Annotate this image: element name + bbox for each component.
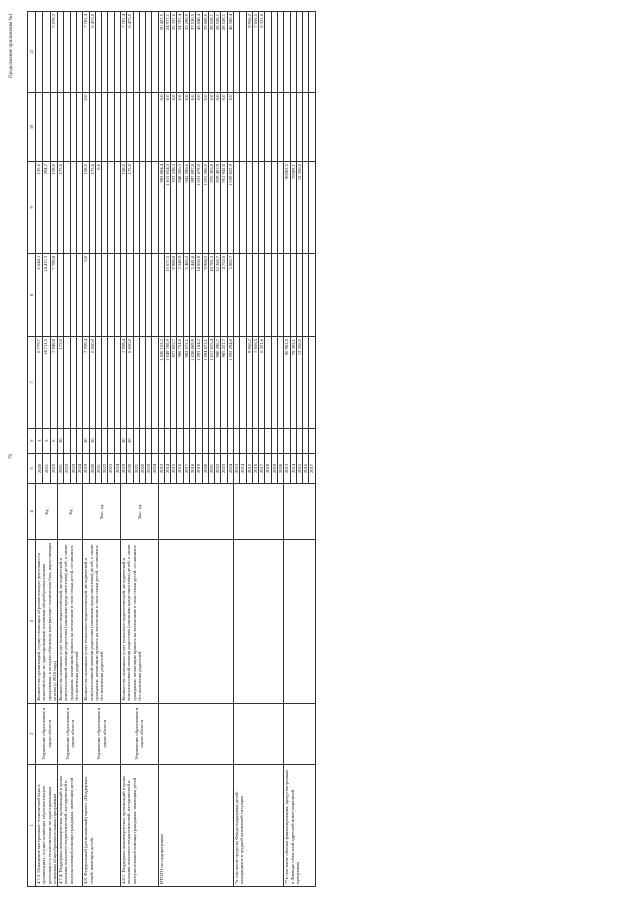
value-cell: 6 321,6 [259, 12, 265, 93]
value-cell: 20 427,5 [158, 12, 164, 93]
value-cell: 20 [83, 428, 89, 453]
value-cell: 970 305,8 [208, 162, 214, 254]
value-cell: 982 072,1 [183, 337, 189, 429]
year-cell: 2019 [83, 453, 89, 484]
value-cell: 9 956,2 [246, 337, 252, 429]
value-cell: 79 393,1 [290, 337, 296, 429]
col-header: 5 [28, 453, 36, 484]
col-header: 1 [28, 764, 36, 886]
value-cell: 7 656,5 [252, 337, 258, 429]
unit-cell [284, 484, 315, 540]
unit-cell: Ед. [36, 484, 58, 540]
year-cell: 2024 [152, 453, 158, 484]
value-cell [309, 162, 315, 254]
row-name-cell: 4.7.3. Оснащение материально-технической базы в организациях, осуществляющих образовательную деятельность исключительно по адаптированным основным общеобразовательным программам [36, 764, 58, 886]
value-cell: 0,0 [208, 92, 214, 161]
page-number: 79 [9, 454, 14, 459]
value-cell: 1 039 822,9 [227, 162, 233, 254]
value-cell: 0,0 [190, 92, 196, 161]
value-cell: 1 011 054,3 [164, 162, 170, 254]
year-cell: 2018 [265, 453, 271, 484]
value-cell: 0,0 [83, 253, 89, 336]
indicator-cell [158, 539, 233, 703]
executor-cell: Управление образования и науки области [36, 703, 58, 764]
year-cell: 2019 [271, 453, 277, 484]
year-cell: 2014 [164, 453, 170, 484]
value-cell: 175,0 [58, 337, 64, 429]
value-cell: 18 781,5 [208, 253, 214, 336]
unit-cell [234, 484, 284, 540]
year-cell: 2021 [95, 453, 101, 484]
indicator-cell [234, 539, 284, 703]
unit-cell: Тыс. ед. [120, 484, 158, 540]
year-cell: 2017 [309, 453, 315, 484]
value-cell: 0,0 [221, 92, 227, 161]
value-cell: 6 321,6 [259, 337, 265, 429]
value-cell: 0,0 [171, 92, 177, 161]
year-cell: 2021 [43, 453, 50, 484]
value-cell: 14 711,5 [43, 337, 50, 429]
year-cell: 2019 [196, 453, 202, 484]
year-cell: 2019 [120, 453, 126, 484]
col-header: 7 [28, 337, 36, 429]
value-cell: 4 752,6 [221, 253, 227, 336]
year-cell: 2018 [190, 453, 196, 484]
value-cell: 6 475,0 [89, 12, 95, 93]
value-cell: 46 588,4 [227, 12, 233, 93]
col-header: 9 [28, 162, 36, 254]
year-cell: 2022 [215, 453, 221, 484]
value-cell: 35 337,6 [171, 12, 177, 93]
value-cell: 980 296,7 [215, 337, 221, 429]
value-cell: 1 017 615,4 [208, 337, 214, 429]
table-body [36, 12, 316, 887]
value-cell: 1 049 708,9 [164, 337, 170, 429]
year-cell: 2020 [89, 453, 95, 484]
col-header: 4 [28, 484, 36, 540]
year-cell: 2020 [202, 453, 208, 484]
value-cell: 1 031 679,0 [196, 162, 202, 254]
value-cell: 9 956,2 [246, 12, 252, 93]
value-cell [43, 12, 50, 93]
value-cell: 7 939,4 [120, 337, 126, 429]
value-cell: 0,0 [227, 92, 233, 161]
col-header: 2 [28, 703, 36, 764]
value-cell: 6 650,0 [127, 337, 133, 429]
executor-cell [284, 703, 315, 764]
value-cell: 7 781,4 [83, 12, 89, 93]
value-cell: 977 855,7 [171, 337, 177, 429]
value-cell: 294,2 [43, 162, 50, 254]
value-cell: 6 779,7 [36, 337, 43, 429]
value-cell: 135,6 [36, 162, 43, 254]
value-cell: 28 528,1 [215, 12, 221, 93]
funding-table [27, 11, 316, 887]
year-cell: 2023 [70, 453, 76, 484]
executor-cell [234, 703, 284, 764]
value-cell: 14 417,3 [43, 253, 50, 336]
value-cell: 9 968,5 [202, 253, 208, 336]
value-cell [36, 12, 43, 93]
value-cell: 46 848,4 [196, 12, 202, 93]
value-cell: 175,0 [127, 162, 133, 254]
table-row [36, 12, 43, 887]
value-cell: 6 650,0 [89, 337, 95, 429]
value-cell: 0,0 [164, 92, 170, 161]
row-name-cell: 4.8.1. Поддержка некоммерческих организаций в целях оказания психолого-педагогической, методической и консультативной помощи гражданам, имеющим детей [120, 764, 158, 886]
value-cell: 20 [89, 428, 95, 453]
value-cell: 1 093 184,2 [196, 337, 202, 429]
col-header: 11 [28, 12, 36, 93]
value-cell: 983 884,4 [158, 162, 164, 254]
value-cell: 79393,1 [290, 162, 296, 254]
value-cell: 951 941,0 [221, 162, 227, 254]
year-cell: 2024 [76, 453, 82, 484]
row-name-cell: **в том числе объемы финансирования, предусмотренные в Ликвиде областной адресной инвестиционной программы [284, 764, 315, 886]
value-cell: 24 977,1 [164, 12, 170, 93]
value-cell: 6 475,0 [127, 12, 133, 93]
year-cell: 2022 [64, 453, 70, 484]
value-cell: 20 [120, 428, 126, 453]
indicator-cell [284, 539, 315, 703]
value-cell: 35 290,0 [183, 12, 189, 93]
year-cell: 2022 [139, 453, 145, 484]
value-cell: 932 528,3 [171, 162, 177, 254]
value-cell: 3 [36, 428, 43, 453]
year-cell: 2013 [234, 453, 240, 484]
executor-cell: Управление образования и науки области [58, 703, 83, 764]
value-cell: 7 781,4 [120, 12, 126, 93]
row-name-cell: *в том числе средства Фонда поддержки детей, находящихся в трудной жизненной ситуации [234, 764, 284, 886]
rotated-sheet [3, 7, 608, 889]
value-cell: 14 656,8 [196, 253, 202, 336]
value-cell: 12 356,6 [296, 162, 302, 254]
value-cell [50, 92, 57, 161]
value-cell: 7 790,8 [50, 253, 57, 336]
row-name-cell: 4.7.4. Поддержка некоммерческих организаций в целях оказания психолого-педагогической, методической и консультативной помощи гражданам, имеющим детей [58, 764, 83, 886]
row-name-cell: 4.8. Федеральный (региональный) проект «Поддержка семей, имеющих детей» [83, 764, 121, 886]
value-cell: 0,0 [183, 92, 189, 161]
year-cell: 2014 [290, 453, 296, 484]
value-cell: 997 897,8 [190, 162, 196, 254]
value-cell [309, 92, 315, 161]
year-cell: 2020 [36, 453, 43, 484]
year-cell: 2021 [133, 453, 139, 484]
value-cell: 1 055 296,0 [202, 162, 208, 254]
unit-cell: Тыс. ед. [83, 484, 121, 540]
year-cell: 2015 [296, 453, 302, 484]
executor-cell: Управление образования и науки области [83, 703, 121, 764]
value-cell: 0,0 [215, 92, 221, 161]
executor-cell: Управление образования и науки области [120, 703, 158, 764]
value-cell: 0,0 [202, 92, 208, 161]
value-cell: 13 677,5 [164, 253, 170, 336]
value-cell [36, 92, 43, 161]
value-cell: 9 989,8 [171, 253, 177, 336]
value-cell: 986 754,6 [177, 337, 183, 429]
col-header: 10 [28, 92, 36, 161]
value-cell: 939 407,9 [215, 162, 221, 254]
year-cell: 2013 [284, 453, 290, 484]
header-row [28, 12, 36, 887]
value-cell: 175,0 [58, 162, 64, 254]
value-cell: 6 [50, 428, 57, 453]
unit-cell [158, 484, 233, 540]
year-cell: 2020 [127, 453, 133, 484]
year-cell: 2024 [114, 453, 120, 484]
value-cell [309, 428, 315, 453]
value-cell: 37 530,5 [190, 12, 196, 93]
value-cell: 948 506,3 [177, 162, 183, 254]
year-cell: 2015 [171, 453, 177, 484]
indicator-cell: Количество оказанных услуг психолого-педагогической, методической и консультативной помощи родителям (законным представителям) детей, а также гражданам, желающим принять на воспитание в свои семьи детей, оставшихся без попечения родителей [120, 539, 158, 703]
value-cell: 159,0 [50, 162, 57, 254]
year-cell: 2021 [58, 453, 64, 484]
value-cell [43, 92, 50, 161]
value-cell: 96902,5 [284, 162, 290, 254]
year-cell: 2024 [227, 453, 233, 484]
year-cell: 2022 [50, 453, 57, 484]
value-cell: 0,0 [158, 92, 164, 161]
value-cell: 3 441,6 [190, 253, 196, 336]
value-cell: 0,0 [83, 92, 89, 161]
value-cell [309, 253, 315, 336]
appendix-label: Продолжение приложения №1 [9, 13, 14, 78]
value-cell: 0,0 [196, 92, 202, 161]
value-cell: 5 978,2 [50, 12, 57, 93]
value-cell: 0,0 [95, 162, 101, 254]
value-cell: 175,0 [89, 162, 95, 254]
year-cell: 2023 [108, 453, 114, 484]
value-cell: 1 020 153,2 [158, 337, 164, 429]
indicator-cell: Количество оказанных услуг психолого-педагогической, методической и консультативной помощи родителям (законным представителям) детей, а также гражданам, желающим принять на воспитание в свои семьи детей, оставшихся без попечения родителей [83, 539, 121, 703]
value-cell: 96 902,5 [284, 337, 290, 429]
unit-cell: Ед. [58, 484, 83, 540]
value-cell: 941 296,6 [183, 162, 189, 254]
year-cell: 2020 [277, 453, 283, 484]
page-header [3, 7, 19, 889]
value-cell: 28 528,1 [208, 12, 214, 93]
value-cell: 20 [58, 428, 64, 453]
value-cell: 158,0 [120, 162, 126, 254]
value-cell: 1 092 294,0 [227, 337, 233, 429]
value-cell: 6 644,1 [36, 253, 43, 336]
year-cell: 2023 [146, 453, 152, 484]
year-cell: 2023 [221, 453, 227, 484]
value-cell: 28 528,1 [221, 12, 227, 93]
value-cell: 5 485,5 [183, 253, 189, 336]
value-cell: 7 656,5 [252, 12, 258, 93]
year-cell: 2013 [158, 453, 164, 484]
year-cell: 2015 [246, 453, 252, 484]
year-cell: 2016 [303, 453, 309, 484]
value-cell: 7 949,8 [50, 337, 57, 429]
col-header: 3 [28, 539, 36, 703]
value-cell: 1 094 873,1 [202, 337, 208, 429]
value-cell [309, 12, 315, 93]
year-cell: 2021 [208, 453, 214, 484]
value-cell: 985 221,7 [221, 337, 227, 429]
year-cell: 2016 [252, 453, 258, 484]
value-cell: 1 038 869,9 [190, 337, 196, 429]
value-cell: 5 [43, 428, 50, 453]
value-cell: 0,0 [177, 92, 183, 161]
year-cell: 2017 [183, 453, 189, 484]
value-cell: 34 707,4 [177, 12, 183, 93]
col-header: 6 [28, 428, 36, 453]
value-cell: 20 [127, 428, 133, 453]
value-cell: 5 882,7 [227, 253, 233, 336]
year-cell: 2017 [259, 453, 265, 484]
col-header: 8 [28, 253, 36, 336]
row-name-cell: ИТОГО по подпрограмме [158, 764, 233, 886]
value-cell: 158,0 [83, 162, 89, 254]
value-cell: 12 360,7 [215, 253, 221, 336]
value-cell: 7 939,4 [83, 337, 89, 429]
year-cell: 2014 [240, 453, 246, 484]
value-cell [309, 337, 315, 429]
year-cell: 2016 [177, 453, 183, 484]
executor-cell [158, 703, 233, 764]
value-cell: 29 608,6 [202, 12, 208, 93]
indicator-cell: Количество организаций, осуществляющих образовательную деятельность исключительно по адаптированным основным общеобразовательным программам, в которых обновлена материально-техническая база, нарастающим итогом (с 2018 года) [36, 539, 58, 703]
year-cell: 2022 [102, 453, 108, 484]
value-cell: 12 356,6 [296, 337, 302, 429]
value-cell: 3 540,9 [177, 253, 183, 336]
indicator-cell: Количество оказанных услуг психолого-педагогической, методической и консультативной помощи родителям (законным представителям) детей, а также гражданам, желающим принять на воспитание в свои семьи детей, оставшихся без попечения родителей [58, 539, 83, 703]
